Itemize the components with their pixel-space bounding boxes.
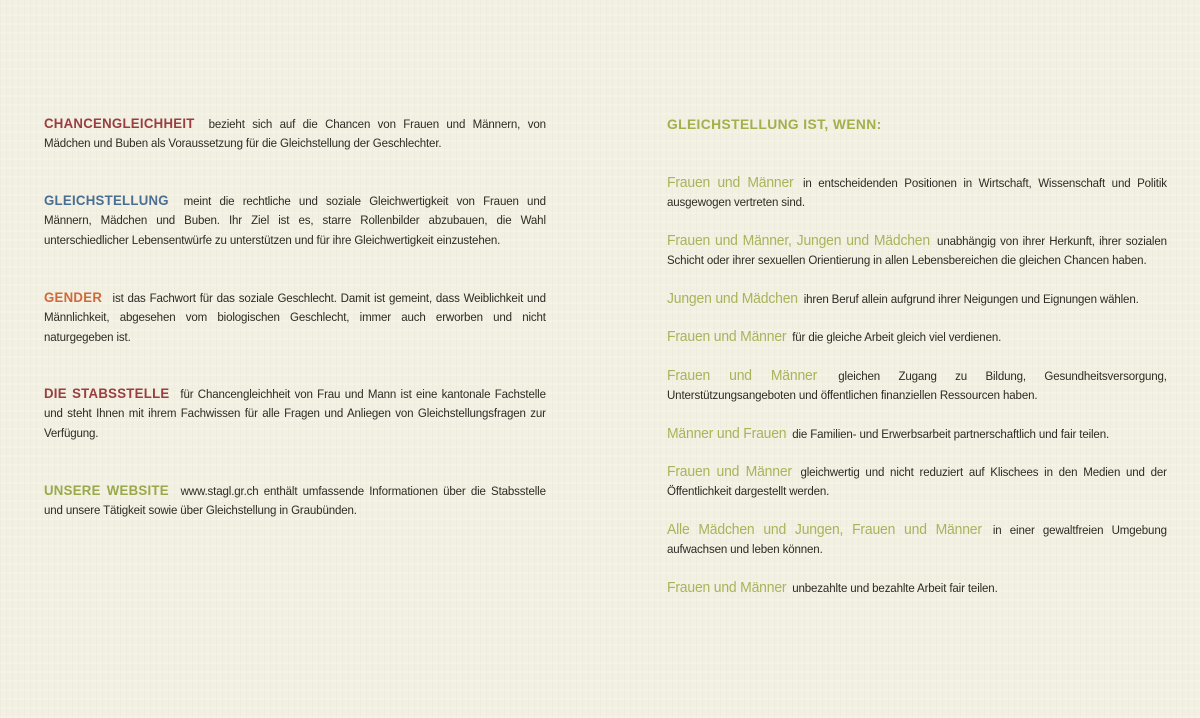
definition-gleichstellung — [44, 192, 546, 250]
condition-text: in entscheidenden Positionen in Wirtschaft, Wissenschaft und Politik ausgewogen vertreten sind. — [667, 176, 1167, 210]
condition-item — [667, 173, 1167, 213]
definition-text: bezieht sich auf die Chancen von Frauen und Männern, von Mädchen und Buben als Voraussetzung für die Gleichstellung der Geschlechter. — [44, 117, 546, 151]
condition-item — [667, 578, 1167, 598]
definition-gender — [44, 289, 546, 347]
right-heading: GLEICHSTELLUNG IST, WENN: — [667, 117, 882, 132]
definition-website — [44, 482, 546, 521]
condition-text: gleichwertig und nicht reduziert auf Klischees in den Medien und der Öffentlichkeit dargestellt werden. — [667, 465, 1167, 499]
condition-text: unbezahlte und bezahlte Arbeit fair teilen. — [792, 581, 998, 595]
definition-chancengleichheit — [44, 115, 546, 154]
condition-item — [667, 327, 1167, 347]
condition-item — [667, 462, 1167, 502]
condition-lead: Frauen und Männer — [667, 367, 818, 384]
condition-item — [667, 231, 1167, 271]
condition-lead: Männer und Frauen — [667, 425, 787, 442]
condition-text: in einer gewaltfreien Umgebung aufwachsen und leben können. — [667, 523, 1167, 557]
condition-text: für die gleiche Arbeit gleich viel verdienen. — [792, 330, 1002, 344]
term-gender: GENDER — [44, 290, 103, 306]
condition-text: gleichen Zugang zu Bildung, Gesundheitsversorgung, Unterstützungsangeboten und öffentlichen finanziellen Ressourcen haben. — [667, 369, 1167, 403]
term-website: UNSERE WEBSITE — [44, 483, 169, 499]
condition-lead: Frauen und Männer — [667, 463, 792, 480]
definition-text: meint die rechtliche und soziale Gleichwertigkeit von Frauen und Männern, Mädchen und Buben. Ihr Ziel ist es, starre Rollenbilder abzubauen, die Wahl unterschiedlicher Lebensentwürfe zu unterstützen und für ihre Gleichwertigkeit einzustehen. — [44, 194, 546, 247]
condition-item — [667, 424, 1167, 444]
condition-lead: Alle Mädchen und Jungen, Frauen und Männer — [667, 521, 982, 538]
condition-text: ihren Beruf allein aufgrund ihrer Neigungen und Eignungen wählen. — [803, 292, 1139, 306]
condition-lead: Jungen und Mädchen — [667, 290, 798, 307]
condition-item — [667, 366, 1167, 406]
condition-item — [667, 520, 1167, 560]
definition-stabsstelle — [44, 385, 546, 443]
definition-text: ist das Fachwort für das soziale Geschlecht. Damit ist gemeint, dass Weiblichkeit und Männlichkeit, abgesehen vom biologischen Geschlecht, immer auch erworben und nicht naturgegeben ist. — [44, 291, 546, 344]
term-gleichstellung: GLEICHSTELLUNG — [44, 193, 169, 209]
condition-lead: Frauen und Männer — [667, 579, 787, 596]
condition-text: unabhängig von ihrer Herkunft, ihrer sozialen Schicht oder ihrer sexuellen Orientierung in allen Lebensbereichen die gleichen Chancen haben. — [667, 234, 1167, 268]
condition-lead: Frauen und Männer, Jungen und Mädchen — [667, 232, 930, 249]
definition-text: für Chancengleichheit von Frau und Mann ist eine kantonale Fachstelle und steht Ihnen mit ihrem Fachwissen für alle Fragen und Anliegen von Gleichstellungsfragen zur Verfügung. — [44, 387, 546, 440]
definition-text: www.stagl.gr.ch enthält umfassende Informationen über die Stabsstelle und unsere Tätigkeit sowie über Gleichstellung in Graubünden. — [44, 484, 546, 518]
condition-lead: Frauen und Männer — [667, 328, 787, 345]
condition-text: die Familien- und Erwerbsarbeit partnerschaftlich und fair teilen. — [792, 427, 1110, 441]
condition-lead: Frauen und Männer — [667, 174, 794, 191]
condition-item — [667, 289, 1167, 309]
term-stabsstelle: DIE STABSSTELLE — [44, 386, 170, 402]
term-chancengleichheit: CHANCENGLEICHHEIT — [44, 116, 195, 132]
